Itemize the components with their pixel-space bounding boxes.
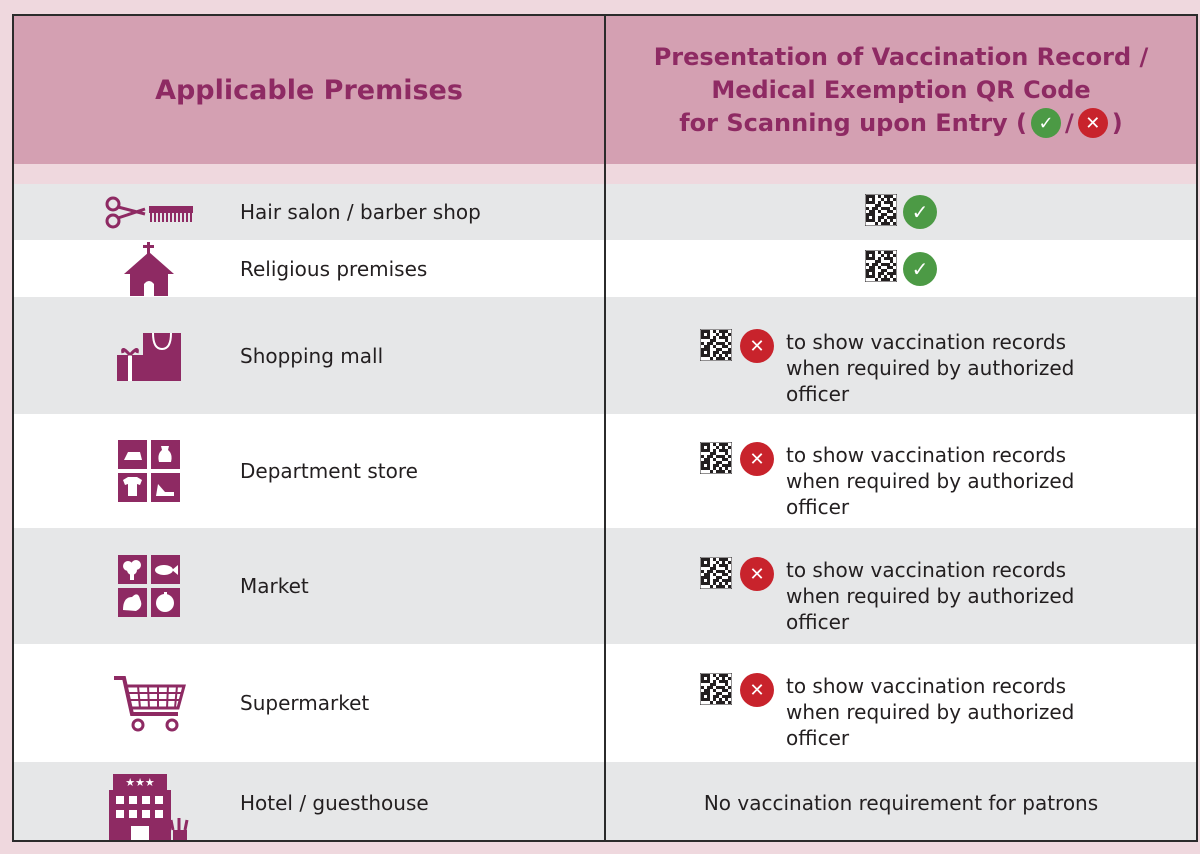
column-divider <box>604 16 606 840</box>
scissors-comb-icon <box>84 192 214 232</box>
premises-label: Religious premises <box>240 256 428 281</box>
qr-code-icon <box>865 194 897 231</box>
requirement-cell <box>606 297 1196 414</box>
cross-icon: ✕ <box>740 557 774 591</box>
requirement-note: to show vaccination records when required by authorized officer <box>786 674 1075 750</box>
heading-line-3 <box>679 107 1123 140</box>
qr-code-icon <box>700 557 732 594</box>
check-icon: ✓ <box>903 195 937 229</box>
heading-line-3-prefix: for Scanning upon Entry ( <box>679 108 1028 137</box>
market-icon <box>84 555 214 617</box>
church-icon <box>84 242 214 296</box>
requirement-cell <box>606 644 1196 762</box>
check-legend-icon: ✓ <box>1031 108 1061 138</box>
requirement-note: to show vaccination records when required by authorized officer <box>786 443 1075 519</box>
heading-line-1: Presentation of Vaccination Record / <box>653 42 1149 71</box>
requirement-cell <box>606 762 1196 842</box>
requirement-note: No vaccination requirement for patrons <box>703 791 1099 815</box>
qr-code-icon <box>700 442 732 479</box>
svg-text:★★★: ★★★ <box>125 776 155 789</box>
premises-label: Hair salon / barber shop <box>240 200 481 224</box>
cross-icon: ✕ <box>740 329 774 363</box>
premises-label: Market <box>240 574 309 598</box>
premises-label: Department store <box>240 459 418 483</box>
check-icon: ✓ <box>903 252 937 286</box>
qr-requirement-heading <box>606 16 1196 164</box>
shopping-cart-icon <box>84 674 214 734</box>
premises-label: Supermarket <box>240 691 370 715</box>
cross-legend-icon: ✕ <box>1078 108 1108 138</box>
premises-label: Hotel / guesthouse <box>240 791 429 815</box>
requirement-cell <box>606 240 1196 297</box>
premises-label: Shopping mall <box>240 343 384 368</box>
department-store-icon <box>84 440 214 502</box>
hotel-icon <box>84 772 214 842</box>
requirement-note: to show vaccination records when required by authorized officer <box>786 330 1075 406</box>
qr-code-icon <box>700 673 732 710</box>
heading-line-3-separator: / <box>1065 108 1074 137</box>
applicable-premises-heading: Applicable Premises <box>155 74 463 106</box>
requirement-cell <box>606 528 1196 644</box>
qr-code-icon <box>700 329 732 366</box>
shopping-bag-gift-icon <box>84 327 214 383</box>
heading-line-2: Medical Exemption QR Code <box>711 75 1091 104</box>
heading-line-3-suffix: ) <box>1111 108 1123 137</box>
requirement-note: to show vaccination records when required by authorized officer <box>786 558 1075 634</box>
requirement-cell <box>606 414 1196 528</box>
premises-table <box>12 14 1198 842</box>
requirement-cell <box>606 184 1196 240</box>
cross-icon: ✕ <box>740 673 774 707</box>
cross-icon: ✕ <box>740 442 774 476</box>
qr-code-icon <box>865 250 897 287</box>
